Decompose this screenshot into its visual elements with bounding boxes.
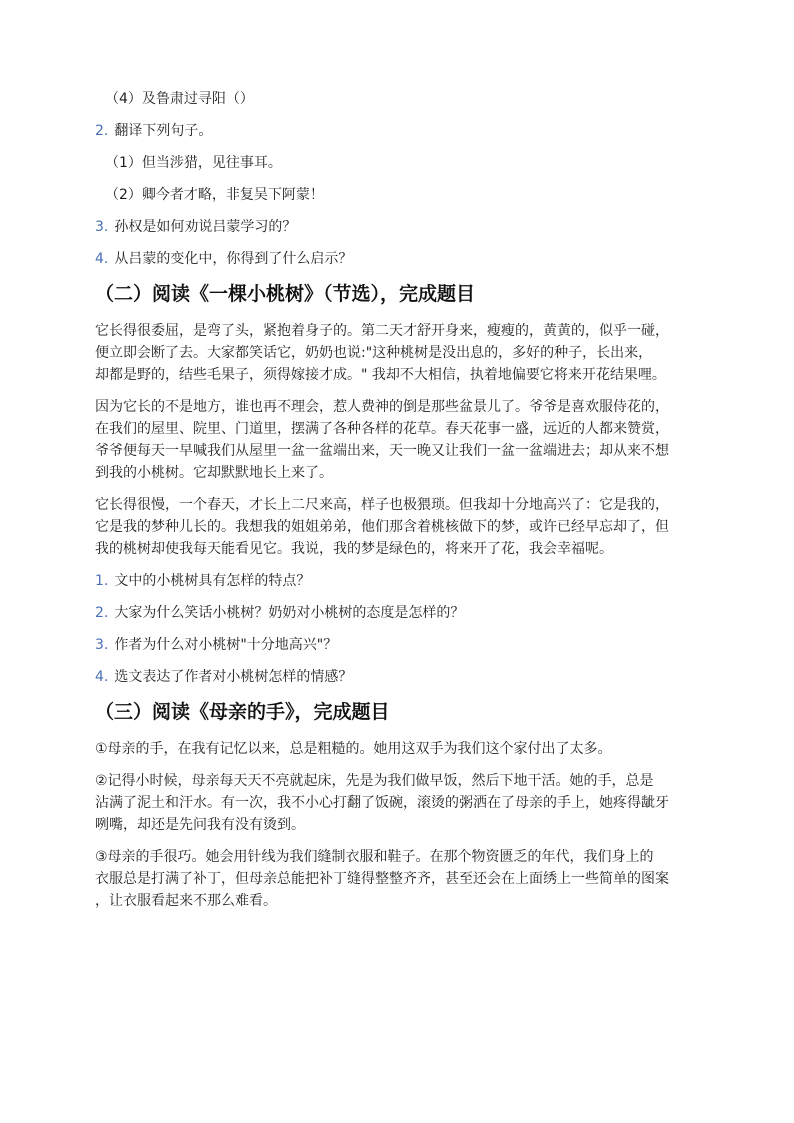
section3-paragraph-1: [95, 738, 701, 760]
question-item: [95, 120, 701, 142]
question-item: [95, 152, 701, 174]
paragraph-line: 咧嘴，却还是先问我有没有烫到。: [95, 817, 305, 833]
paragraph-line: 便立即会断了去。大家都笑话它，奶奶也说:"这种桃树是没出息的，多好的种子，长出来，: [95, 345, 653, 361]
section3-paragraph-2: [95, 770, 701, 836]
question-text: 选文表达了作者对小桃树怎样的情感？: [114, 669, 353, 685]
question-number: 2.: [95, 605, 109, 621]
question-number: 1.: [95, 573, 109, 589]
paragraph-line: 我的桃树却使我每天能看见它。我说，我的梦是绿色的，将来开了花，我会幸福呢。: [95, 541, 613, 557]
section3-heading: （三）阅读《母亲的手》，完成题目: [95, 701, 390, 723]
paragraph-line: 衣服总是打满了补丁，但母亲总能把补丁缝得整整齐齐，甚至还会在上面绣上一些简单的图案: [95, 871, 669, 887]
question-number: 4.: [95, 251, 109, 267]
question-text: （1）但当涉猎，见往事耳。: [105, 155, 282, 171]
paragraph-line: 在我们的屋里、院里、门道里，摆满了各种各样的花草。春天花事一盛，远近的人都来赞赏，: [95, 421, 669, 437]
question-number: 3.: [95, 637, 109, 653]
question-text: 孙权是如何劝说吕蒙学习的？: [114, 219, 297, 235]
section1-questions: [95, 88, 701, 270]
paragraph-line: 它长得很慢，一个春天，才长上二尺来高，样子也极猥琐。但我却十分地高兴了：它是我的，: [95, 497, 669, 513]
question-number: 2.: [95, 123, 109, 139]
section2-paragraph-3: [95, 494, 701, 560]
question-item: [95, 570, 701, 592]
question-item: [95, 602, 701, 624]
paragraph-line: 因为它长的不是地方，谁也再不理会，惹人费神的倒是那些盆景儿了。爷爷是喜欢服侍花的，: [95, 399, 669, 415]
paragraph-line: 到我的小桃树。它却默默地长上来了。: [95, 465, 333, 481]
section2-heading: （二）阅读《一棵小桃树》（节选），完成题目: [95, 283, 476, 305]
question-text: 翻译下列句子。: [114, 123, 213, 139]
section2-paragraph-2: [95, 396, 701, 484]
question-text: （2）卿今者才略，非复吴下阿蒙！: [105, 187, 324, 203]
document-page: [95, 88, 701, 922]
question-item: [95, 666, 701, 688]
paragraph-line: 沾满了泥土和汗水。有一次，我不小心打翻了饭碗，滚烫的粥洒在了母亲的手上，她疼得龇牙: [95, 795, 669, 811]
question-text: 文中的小桃树具有怎样的特点？: [114, 573, 311, 589]
paragraph-line: 它是我的梦种儿长的。我想我的姐姐弟弟，他们那含着桃核做下的梦，或许已经早忘却了，但: [95, 519, 669, 535]
paragraph-line: ，让衣服看起来不那么难看。: [95, 893, 277, 909]
question-item: [95, 88, 701, 110]
paragraph-line: ①母亲的手，在我有记忆以来，总是粗糙的。她用这双手为我们这个家付出了太多。: [95, 741, 612, 757]
section3-paragraph-3: [95, 846, 701, 912]
section2-paragraph-1: [95, 320, 701, 386]
question-number: 4.: [95, 669, 109, 685]
question-item: [95, 634, 701, 656]
question-text: 大家为什么笑话小桃树？奶奶对小桃树的态度是怎样的？: [114, 605, 465, 621]
paragraph-line: 却都是野的，结些毛果子，须得嫁接才成。" 我却不大相信，执着地偏要它将来开花结果哩。: [95, 367, 666, 383]
paragraph-line: 它长得很委屈，是弯了头，紧抱着身子的。第二天才舒开身来，瘦瘦的，黄黄的，似乎一碰，: [95, 323, 669, 339]
section2-questions: [95, 570, 701, 688]
question-number: 3.: [95, 219, 109, 235]
question-item: [95, 184, 701, 206]
paragraph-line: ③母亲的手很巧。她会用针线为我们缝制衣服和鞋子。在那个物资匮乏的年代，我们身上的: [95, 849, 654, 865]
question-text: 从吕蒙的变化中，你得到了什么启示？: [114, 251, 353, 267]
paragraph-line: 爷爷便每天一早喊我们从屋里一盆一盆端出来，天一晚又让我们一盆一盆端进去；却从来不想: [95, 443, 669, 459]
question-item: [95, 216, 701, 238]
question-text: 作者为什么对小桃树"十分地高兴"？: [114, 637, 338, 653]
question-text: （4）及鲁肃过寻阳（）: [105, 91, 254, 107]
paragraph-line: ②记得小时候，母亲每天天不亮就起床，先是为我们做早饭，然后下地干活。她的手，总是: [95, 773, 654, 789]
question-item: [95, 248, 701, 270]
